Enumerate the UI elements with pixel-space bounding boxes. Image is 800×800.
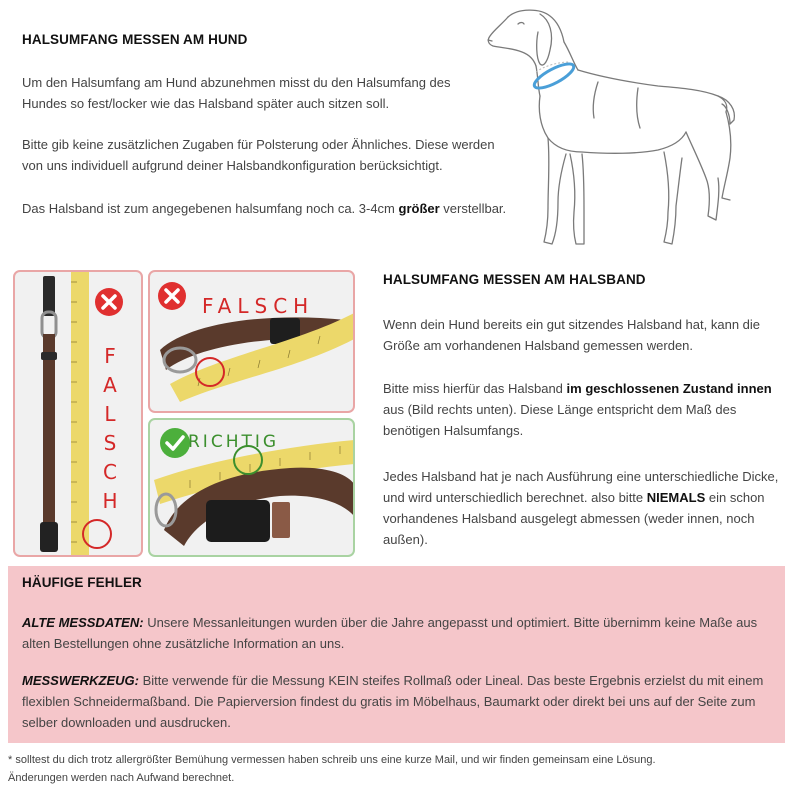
footnote-line-1: * solltest du dich trotz allergrößter Bemühung vermessen haben schreib uns eine kurze Mail, und wir finden gemeinsam eine Lösung. [8, 754, 656, 766]
error-item-tool: MESSWERKZEUG: Bitte verwende für die Messung KEIN steifes Rollmaß oder Lineal. Das beste Ergebnis erzielst du mit einem flexiblen Schneidermaßband. Die Papierversion findest du gratis im Möbelhaus, Baumarkt oder direkt bei uns auf der Seite zum selber downloaden und ausdrucken. [22, 673, 764, 730]
paragraph-never-flat: Jedes Halsband hat je nach Ausführung eine unterschiedliche Dicke, und wird unterschiedlich berechnet. also bitte NIEMALS ein schon vorhandenes Halsband ausgelegt abmessen (weder innen, noch außen). [383, 469, 779, 547]
x-circle-icon [93, 286, 125, 318]
emphasis-closed-inside: im geschlossenen Zustand innen [566, 381, 772, 396]
errors-title: HÄUFIGE FEHLER [22, 575, 142, 590]
check-circle-icon [158, 426, 192, 460]
error-label-tool: MESSWERKZEUG: [22, 673, 139, 688]
footnote-line-2: Änderungen werden nach Aufwand berechnet. [8, 772, 235, 784]
photo-wrong-flat-collar [13, 270, 143, 557]
x-circle-icon [156, 280, 188, 312]
error-item-old-data: ALTE MESSDATEN: Unsere Messanleitungen wurden über die Jahre angepasst und optimiert. Bitte übernimm keine Maße aus alten Bestellungen ohne zusätzliche Information an uns. [22, 615, 758, 651]
paragraph-measure-dog: Um den Halsumfang am Hund abzunehmen misst du den Halsumfang des Hundes so fest/locker wie das Halsband später auch sitzen soll. [22, 75, 451, 111]
footnote [8, 751, 778, 787]
paragraph-adjustable: Das Halsband ist zum angegebenen halsumfang noch ca. 3-4cm größer verstellbar. [22, 201, 507, 216]
emphasis-bigger: größer [398, 201, 440, 216]
photo-wrong-outside-measure [148, 270, 355, 413]
paragraph-closed-state: Bitte miss hierfür das Halsband im geschlossenen Zustand innen aus (Bild rechts unten). Diese Länge entspricht dem Maß des benötigen Halsumfangs. [383, 381, 772, 438]
label-falsch: FALSCH [202, 294, 315, 318]
label-falsch-vertical: F A L S C H [102, 344, 118, 513]
section-title-collar: HALSUMFANG MESSEN AM HALSBAND [383, 272, 646, 287]
section-title-dog: HALSUMFANG MESSEN AM HUND [22, 32, 248, 47]
emphasis-never: NIEMALS [646, 490, 706, 505]
error-label-old-data: ALTE MESSDATEN: [22, 615, 144, 630]
paragraph-existing-collar: Wenn dein Hund bereits ein gut sitzendes Halsband hat, kann die Größe am vorhandenen Halsband gemessen werden. [383, 317, 761, 353]
label-richtig: RICHTIG [188, 432, 280, 452]
dog-illustration [478, 2, 748, 254]
paragraph-no-extras: Bitte gib keine zusätzlichen Zugaben für Polsterung oder Ähnliches. Diese werden von uns individuell aufgrund deiner Halsbandkonfiguration berücksichtigt. [22, 137, 495, 173]
photo-right-inside-measure [148, 418, 355, 557]
common-errors-box [8, 566, 785, 743]
